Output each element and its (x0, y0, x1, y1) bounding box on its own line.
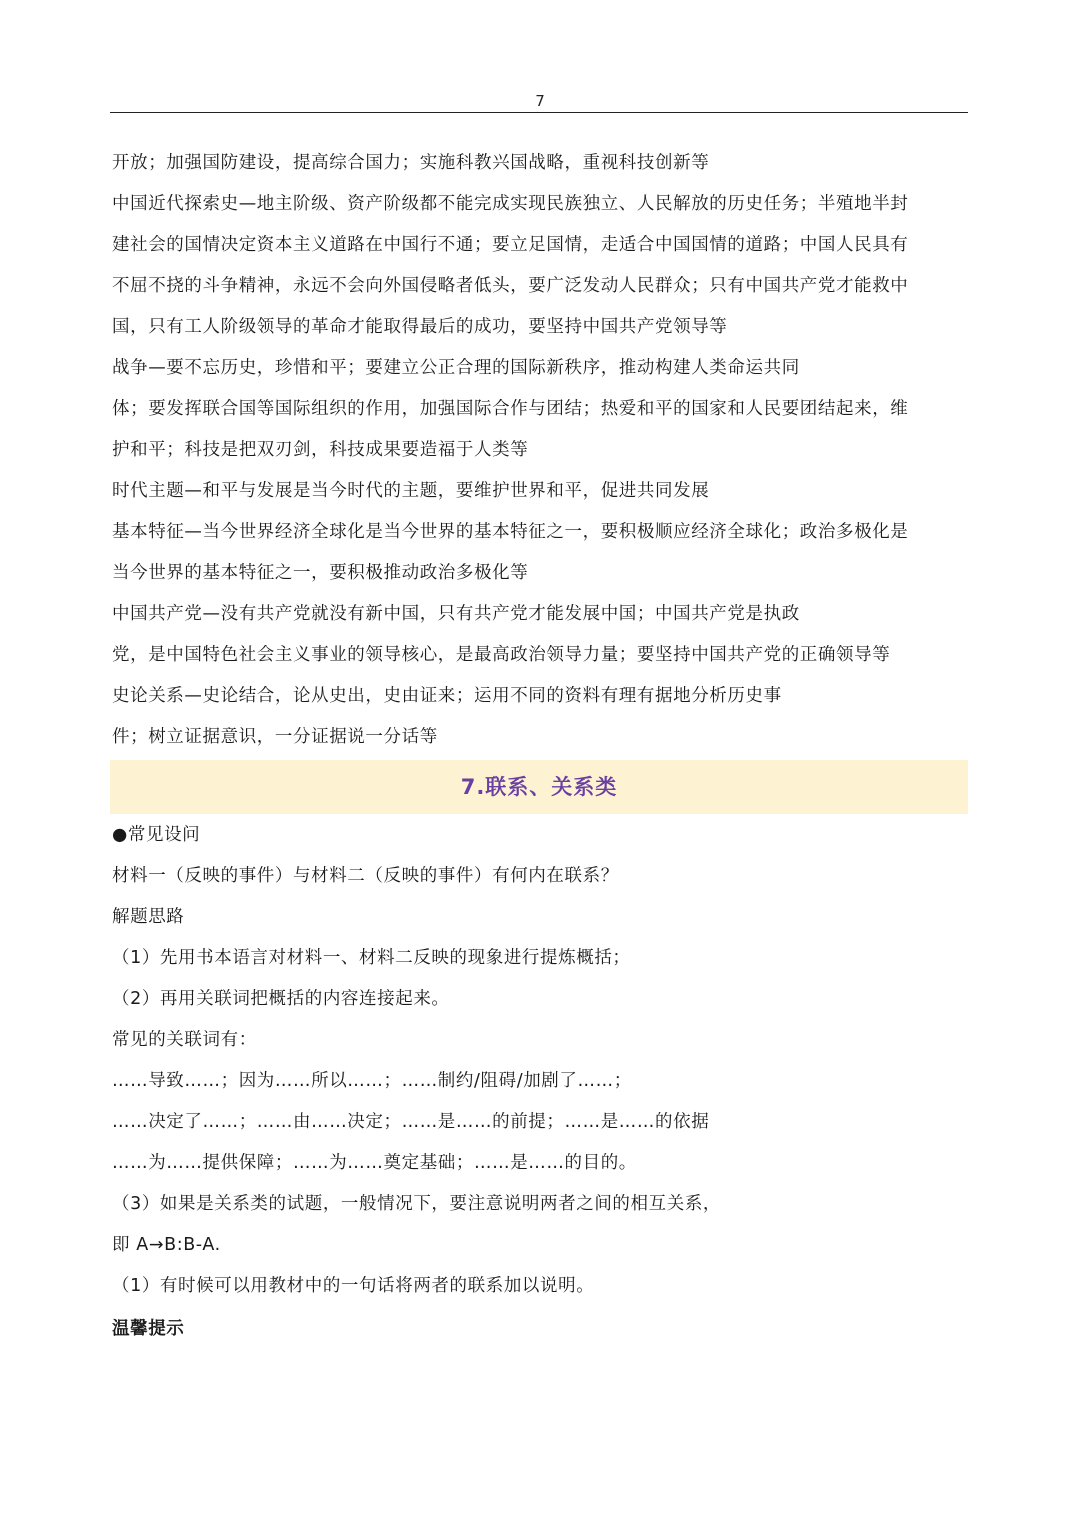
page-number: 7 (535, 92, 545, 110)
body-line: 中国近代探索史—地主阶级、资产阶级都不能完成实现民族独立、人民解放的历史任务；半殖地半封 (112, 194, 909, 214)
body-line: 基本特征—当今世界经济全球化是当今世界的基本特征之一，要积极顺应经济全球化；政治多极化是 (112, 522, 909, 542)
section-line: （1）有时候可以用教材中的一句话将两者的联系加以说明。 (112, 1276, 595, 1296)
section-header (110, 760, 968, 814)
body-line: 不屈不挠的斗争精神，永远不会向外国侵略者低头，要广泛发动人民群众；只有中国共产党才能救中 (112, 276, 909, 296)
body-line: 战争—要不忘历史，珍惜和平；要建立公正合理的国际新秩序，推动构建人类命运共同 (112, 358, 800, 378)
header-tick (537, 112, 543, 113)
section-line: ……为……提供保障；……为……奠定基础；……是……的目的。 (112, 1153, 637, 1173)
body-line: 中国共产党—没有共产党就没有新中国，只有共产党才能发展中国；中国共产党是执政 (112, 604, 800, 624)
section-line: 常见的关联词有： (112, 1030, 257, 1050)
body-line: 体；要发挥联合国等国际组织的作用，加强国际合作与团结；热爱和平的国家和人民要团结起来，维 (112, 399, 909, 419)
body-line: 党，是中国特色社会主义事业的领导核心，是最高政治领导力量；要坚持中国共产党的正确领导等 (112, 645, 891, 665)
body-line: 建社会的国情决定资本主义道路在中国行不通；要立足国情，走适合中国国情的道路；中国人民具有 (112, 235, 909, 255)
body-line: 当今世界的基本特征之一，要积极推动政治多极化等 (112, 563, 529, 583)
body-line: 史论关系—史论结合，论从史出，史由证来；运用不同的资料有理有据地分析历史事 (112, 686, 782, 706)
section-title: 7.联系、关系类 (460, 775, 618, 799)
body-line: 件；树立证据意识，一分证据说一分话等 (112, 727, 438, 747)
section-line: （3）如果是关系类的试题，一般情况下，要注意说明两者之间的相互关系， (112, 1194, 722, 1214)
section-line: 材料一（反映的事件）与材料二（反映的事件）有何内在联系？ (112, 866, 619, 886)
body-line: 国，只有工人阶级领导的革命才能取得最后的成功，要坚持中国共产党领导等 (112, 317, 728, 337)
section-line: （1）先用书本语言对材料一、材料二反映的现象进行提炼概括； (112, 948, 631, 968)
section-line-question-heading: ●常见设问 (112, 825, 201, 845)
section-line: 解题思路 (112, 907, 185, 927)
section-line: ……决定了……；……由……决定；……是……的前提；……是……的依据 (112, 1112, 710, 1132)
tip-label: 温馨提示 (112, 1319, 185, 1339)
body-line: 时代主题—和平与发展是当今时代的主题，要维护世界和平，促进共同发展 (112, 481, 710, 501)
section-line: 即 A→B:B-A. (112, 1235, 221, 1255)
section-line: （2）再用关联词把概括的内容连接起来。 (112, 989, 450, 1009)
section-line: ……导致……；因为……所以……；……制约/阻碍/加剧了……； (112, 1071, 632, 1091)
body-line: 开放；加强国防建设，提高综合国力；实施科教兴国战略，重视科技创新等 (112, 153, 710, 173)
body-line: 护和平；科技是把双刃剑，科技成果要造福于人类等 (112, 440, 529, 460)
